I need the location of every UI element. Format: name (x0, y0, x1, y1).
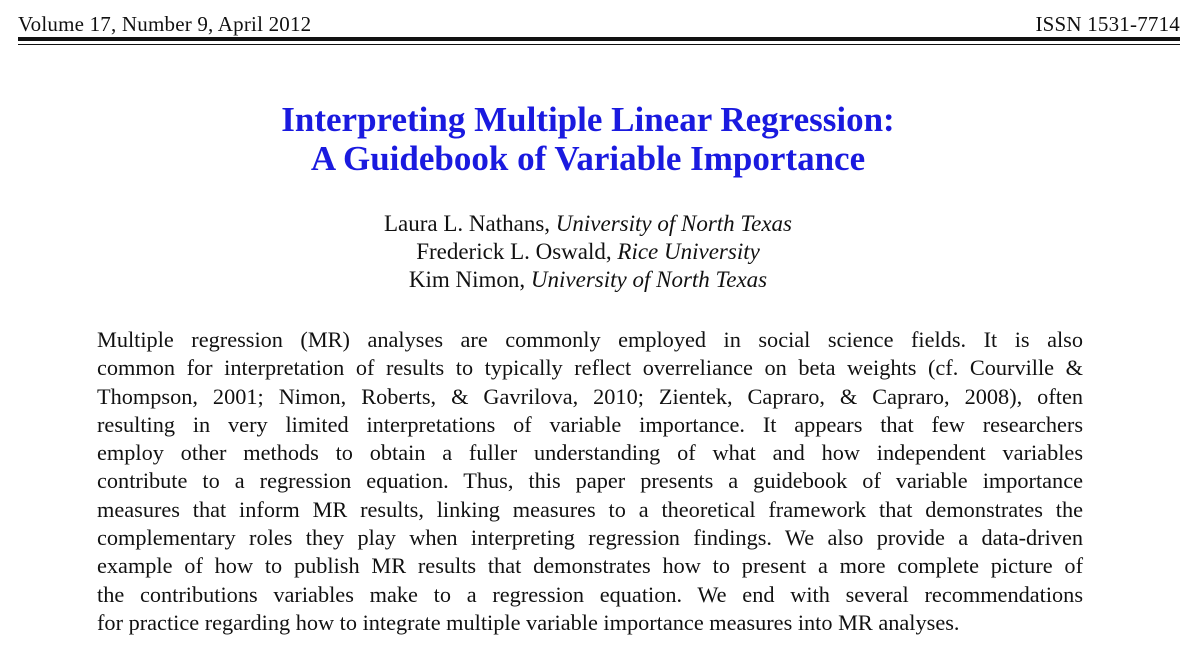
author-name: Laura L. Nathans, (384, 211, 556, 236)
title-line-2: A Guidebook of Variable Importance (310, 139, 866, 178)
header-rule-thin (18, 44, 1180, 45)
title-line-1: Interpreting Multiple Linear Regression: (281, 100, 895, 139)
abstract-line: example of how to publish MR results that demonstrates how to present a more complete picture of (97, 553, 1083, 579)
issn: ISSN 1531-7714 (1035, 12, 1180, 36)
abstract-line: resulting in very limited interpretations of variable importance. It appears that few researchers (97, 411, 1083, 437)
author-3 (0, 266, 1176, 294)
author-affiliation: University of North Texas (530, 267, 768, 292)
abstract-line: complementary roles they play when interpreting regression findings. We also provide a data-driven (97, 525, 1083, 551)
issue-info: Volume 17, Number 9, April 2012 (18, 12, 312, 36)
abstract-line: Thompson, 2001; Nimon, Roberts, & Gavrilova, 2010; Zientek, Capraro, & Capraro, 2008), often (97, 383, 1083, 409)
author-name: Kim Nimon, (408, 267, 531, 292)
abstract (97, 326, 1083, 637)
abstract-line: employ other methods to obtain a fuller understanding of what and how independent variables (97, 440, 1083, 466)
author-name: Frederick L. Oswald, (416, 239, 618, 264)
author-2 (0, 238, 1176, 266)
author-affiliation: Rice University (617, 239, 760, 264)
journal-header (18, 8, 1180, 38)
abstract-line: contribute to a regression equation. Thus, this paper presents a guidebook of variable importance (97, 468, 1083, 494)
abstract-line: the contributions variables make to a regression equation. We end with several recommendations (97, 581, 1083, 607)
paper-title (0, 100, 1176, 178)
author-affiliation: University of North Texas (555, 211, 792, 236)
author-list (0, 210, 1176, 294)
abstract-line: common for interpretation of results to typically reflect overreliance on beta weights (cf. Courville & (97, 355, 1083, 381)
author-1 (0, 210, 1176, 238)
abstract-line: Multiple regression (MR) analyses are commonly employed in social science fields. It is also (97, 327, 1083, 352)
abstract-line: measures that inform MR results, linking measures to a theoretical framework that demonstrates the (97, 496, 1083, 522)
abstract-line: for practice regarding how to integrate multiple variable importance measures into MR analyses. (97, 609, 960, 635)
header-rule-thick (18, 37, 1180, 41)
